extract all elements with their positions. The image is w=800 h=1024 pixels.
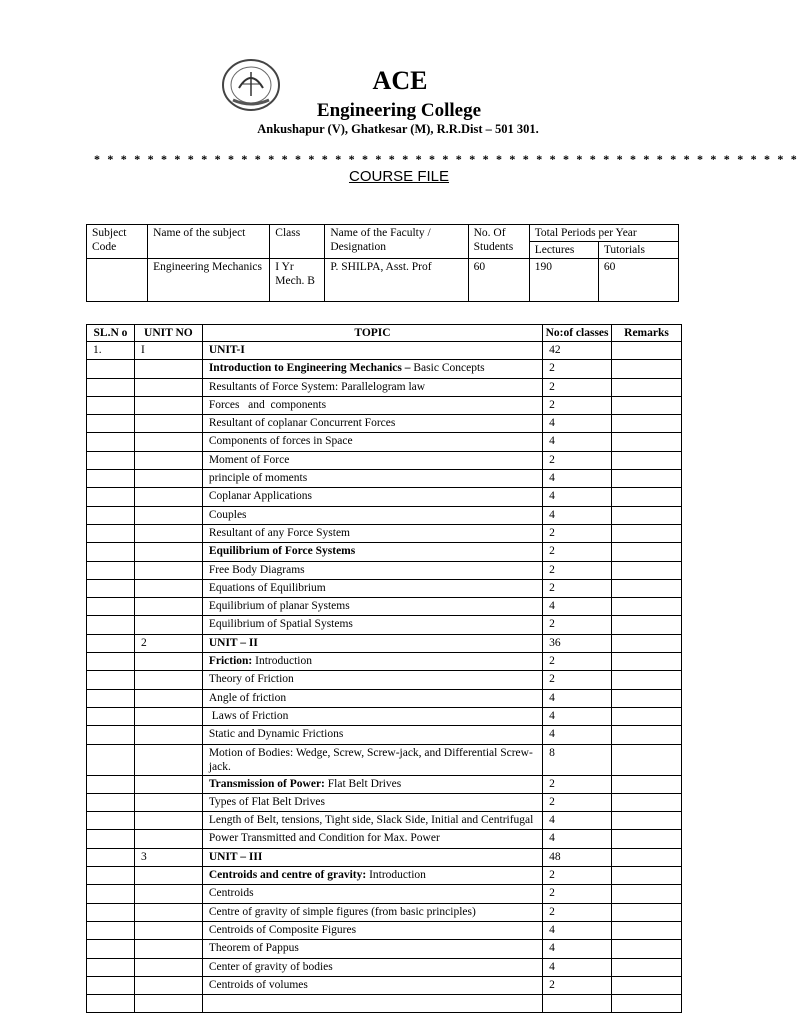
cell-topic [202, 921, 542, 939]
cell-slno [87, 415, 135, 433]
topic-text: Center of gravity of bodies [208, 960, 333, 973]
cell-topic [202, 940, 542, 958]
table-row [87, 616, 682, 634]
cell-unit [134, 451, 202, 469]
info-header-row [87, 225, 679, 242]
value-subject-name: Engineering Mechanics [148, 259, 270, 302]
topic-header-row [87, 325, 682, 342]
cell-remarks [612, 579, 682, 597]
cell-slno [87, 707, 135, 725]
cell-remarks [612, 506, 682, 524]
table-row [87, 744, 682, 775]
cell-classes: 4 [543, 921, 612, 939]
cell-remarks [612, 812, 682, 830]
cell-classes: 2 [543, 793, 612, 811]
cell-topic [202, 598, 542, 616]
header-remarks: Remarks [612, 325, 682, 342]
cell-unit: 3 [134, 848, 202, 866]
cell-unit [134, 561, 202, 579]
cell-remarks [612, 598, 682, 616]
topic-text: Centroids [208, 887, 254, 900]
cell-topic [202, 524, 542, 542]
cell-topic [202, 433, 542, 451]
header-topic: TOPIC [202, 325, 542, 342]
cell-topic [202, 451, 542, 469]
table-row [87, 707, 682, 725]
cell-slno [87, 903, 135, 921]
cell-unit [134, 775, 202, 793]
cell-classes: 2 [543, 360, 612, 378]
topic-text: Resultants of Force System: Parallelogram law [208, 380, 426, 393]
cell-classes [543, 995, 612, 1013]
cell-remarks [612, 470, 682, 488]
letterhead [0, 0, 768, 136]
cell-topic [202, 579, 542, 597]
cell-slno [87, 995, 135, 1013]
cell-slno [87, 830, 135, 848]
table-row [87, 671, 682, 689]
cell-classes: 2 [543, 579, 612, 597]
table-row [87, 903, 682, 921]
header-class: Class [270, 225, 325, 259]
table-row [87, 830, 682, 848]
cell-topic [202, 793, 542, 811]
cell-remarks [612, 995, 682, 1013]
cell-unit [134, 903, 202, 921]
cell-remarks [612, 342, 682, 360]
cell-remarks [612, 451, 682, 469]
college-address: Ankushapur (V), Ghatkesar (M), R.R.Dist – 501 301. [257, 122, 539, 136]
topic-text: Equilibrium of planar Systems [208, 600, 350, 613]
cell-remarks [612, 940, 682, 958]
cell-unit [134, 653, 202, 671]
topic-heading: Equilibrium of Force Systems [208, 545, 356, 558]
cell-topic [202, 689, 542, 707]
topic-heading: Introduction to Engineering Mechanics – [208, 362, 411, 375]
cell-unit [134, 543, 202, 561]
value-tutorials: 60 [598, 259, 678, 302]
topic-heading: Centroids and centre of gravity: [208, 869, 367, 882]
topic-text: Angle of friction [208, 691, 287, 704]
cell-unit [134, 415, 202, 433]
topic-heading: UNIT-I [208, 344, 245, 356]
cell-slno [87, 451, 135, 469]
table-row [87, 867, 682, 885]
table-row [87, 726, 682, 744]
header-slno: SL.N o [87, 325, 135, 342]
cell-topic [202, 707, 542, 725]
cell-slno [87, 921, 135, 939]
cell-remarks [612, 775, 682, 793]
cell-slno [87, 885, 135, 903]
table-row [87, 506, 682, 524]
cell-topic [202, 543, 542, 561]
cell-unit [134, 579, 202, 597]
cell-classes: 4 [543, 958, 612, 976]
cell-slno [87, 561, 135, 579]
table-row [87, 976, 682, 994]
cell-remarks [612, 396, 682, 414]
cell-topic [202, 671, 542, 689]
cell-remarks [612, 415, 682, 433]
cell-classes: 2 [543, 543, 612, 561]
cell-remarks [612, 689, 682, 707]
table-row [87, 885, 682, 903]
cell-slno [87, 775, 135, 793]
cell-unit [134, 433, 202, 451]
cell-topic [202, 867, 542, 885]
topic-text: Laws of Friction [208, 709, 289, 722]
cell-slno [87, 378, 135, 396]
topic-text: Forces and components [208, 398, 327, 411]
cell-slno [87, 726, 135, 744]
cell-unit [134, 744, 202, 775]
cell-classes: 2 [543, 616, 612, 634]
topic-text: Resultant of coplanar Concurrent Forces [208, 417, 396, 430]
cell-topic [202, 653, 542, 671]
topic-text: Introduction [252, 655, 312, 668]
header-subject-code: Subject Code [87, 225, 148, 259]
cell-classes: 4 [543, 726, 612, 744]
cell-unit [134, 976, 202, 994]
cell-remarks [612, 867, 682, 885]
cell-slno: 1. [87, 342, 135, 360]
cell-slno [87, 506, 135, 524]
topic-text: Static and Dynamic Frictions [208, 728, 344, 741]
cell-unit: 2 [134, 634, 202, 652]
cell-classes: 2 [543, 903, 612, 921]
header-tutorials: Tutorials [598, 242, 678, 259]
cell-unit [134, 726, 202, 744]
cell-remarks [612, 653, 682, 671]
cell-classes: 4 [543, 598, 612, 616]
topic-rows [87, 342, 682, 1013]
cell-slno [87, 848, 135, 866]
cell-unit [134, 958, 202, 976]
header-unit: UNIT NO [134, 325, 202, 342]
cell-slno [87, 812, 135, 830]
cell-remarks [612, 848, 682, 866]
topic-text: Power Transmitted and Condition for Max. Power [208, 832, 440, 845]
cell-unit [134, 616, 202, 634]
cell-topic [202, 488, 542, 506]
cell-classes: 2 [543, 671, 612, 689]
cell-classes: 4 [543, 940, 612, 958]
cell-remarks [612, 830, 682, 848]
cell-topic [202, 561, 542, 579]
cell-slno [87, 653, 135, 671]
table-row [87, 958, 682, 976]
header-periods: Total Periods per Year [529, 225, 678, 242]
topic-text: Moment of Force [208, 453, 290, 466]
table-row [87, 378, 682, 396]
cell-slno [87, 360, 135, 378]
cell-unit [134, 524, 202, 542]
info-value-row [87, 259, 679, 302]
cell-slno [87, 524, 135, 542]
cell-unit: I [134, 342, 202, 360]
cell-classes: 4 [543, 830, 612, 848]
cell-remarks [612, 707, 682, 725]
cell-classes: 4 [543, 506, 612, 524]
table-row [87, 653, 682, 671]
cell-topic [202, 634, 542, 652]
cell-topic [202, 506, 542, 524]
cell-classes: 2 [543, 378, 612, 396]
table-row [87, 848, 682, 866]
cell-classes: 2 [543, 396, 612, 414]
cell-classes: 4 [543, 415, 612, 433]
topic-text: Basic Concepts [410, 362, 485, 375]
topic-text: Centre of gravity of simple figures (from basic principles) [208, 905, 476, 918]
cell-unit [134, 885, 202, 903]
cell-classes: 2 [543, 653, 612, 671]
cell-slno [87, 867, 135, 885]
cell-unit [134, 793, 202, 811]
cell-unit [134, 995, 202, 1013]
cell-classes: 2 [543, 976, 612, 994]
cell-slno [87, 689, 135, 707]
table-row [87, 360, 682, 378]
table-row [87, 543, 682, 561]
cell-unit [134, 830, 202, 848]
cell-topic [202, 360, 542, 378]
header-classes: No:of classes [543, 325, 612, 342]
table-row [87, 812, 682, 830]
topic-heading: Transmission of Power: [208, 777, 325, 790]
cell-unit [134, 921, 202, 939]
cell-unit [134, 598, 202, 616]
cell-topic [202, 616, 542, 634]
topic-text: Motion of Bodies: Wedge, Screw, Screw-jack, and Differential Screw-jack. [208, 746, 533, 773]
value-students: 60 [468, 259, 529, 302]
topic-text: Equations of Equilibrium [208, 581, 326, 594]
cell-topic [202, 744, 542, 775]
cell-topic [202, 903, 542, 921]
cell-classes: 2 [543, 561, 612, 579]
cell-slno [87, 976, 135, 994]
cell-topic [202, 342, 542, 360]
cell-classes: 2 [543, 775, 612, 793]
cell-remarks [612, 561, 682, 579]
cell-classes: 48 [543, 848, 612, 866]
cell-topic [202, 848, 542, 866]
cell-topic [202, 885, 542, 903]
cell-slno [87, 616, 135, 634]
cell-unit [134, 506, 202, 524]
college-subtitle: Engineering College [316, 100, 482, 121]
table-row [87, 396, 682, 414]
cell-remarks [612, 378, 682, 396]
topic-text: Coplanar Applications [208, 490, 312, 503]
cell-unit [134, 940, 202, 958]
topic-text: Centroids of Composite Figures [208, 923, 357, 936]
cell-unit [134, 360, 202, 378]
cell-unit [134, 378, 202, 396]
topic-text: Resultant of any Force System [208, 526, 351, 539]
cell-slno [87, 598, 135, 616]
cell-classes: 4 [543, 488, 612, 506]
cell-topic [202, 995, 542, 1013]
cell-unit [134, 867, 202, 885]
cell-remarks [612, 885, 682, 903]
cell-unit [134, 707, 202, 725]
table-row [87, 940, 682, 958]
table-row [87, 775, 682, 793]
cell-remarks [612, 360, 682, 378]
header-subject-name: Name of the subject [148, 225, 270, 259]
cell-classes: 4 [543, 707, 612, 725]
value-class: I Yr Mech. B [270, 259, 325, 302]
cell-remarks [612, 616, 682, 634]
cell-remarks [612, 634, 682, 652]
cell-classes: 2 [543, 867, 612, 885]
cell-slno [87, 579, 135, 597]
cell-remarks [612, 726, 682, 744]
topic-text: principle of moments [208, 472, 308, 485]
value-faculty: P. SHILPA, Asst. Prof [325, 259, 468, 302]
cell-remarks [612, 671, 682, 689]
cell-classes: 4 [543, 433, 612, 451]
topic-table [86, 324, 682, 1013]
value-lectures: 190 [529, 259, 598, 302]
cell-slno [87, 470, 135, 488]
cell-topic [202, 396, 542, 414]
topic-text: Flat Belt Drives [324, 777, 402, 790]
cell-topic [202, 726, 542, 744]
cell-slno [87, 958, 135, 976]
cell-unit [134, 689, 202, 707]
topic-heading: Friction: [208, 655, 253, 668]
topic-text: Theory of Friction [208, 673, 294, 686]
table-row [87, 995, 682, 1013]
cell-classes: 2 [543, 451, 612, 469]
cell-topic [202, 470, 542, 488]
topic-text: Types of Flat Belt Drives [208, 795, 325, 808]
cell-classes: 4 [543, 689, 612, 707]
cell-topic [202, 378, 542, 396]
table-row [87, 451, 682, 469]
cell-slno [87, 671, 135, 689]
topic-heading: UNIT – II [208, 636, 258, 649]
table-row [87, 561, 682, 579]
cell-slno [87, 488, 135, 506]
cell-classes: 42 [543, 342, 612, 360]
cell-slno [87, 433, 135, 451]
topic-text: Introduction [366, 869, 426, 882]
topic-text: Components of forces in Space [208, 435, 353, 448]
topic-text: Couples [208, 508, 247, 521]
cell-topic [202, 775, 542, 793]
cell-topic [202, 958, 542, 976]
college-name: ACE [372, 66, 428, 95]
subject-info-table [86, 224, 679, 302]
topic-heading: UNIT – III [208, 850, 263, 863]
cell-remarks [612, 903, 682, 921]
table-row [87, 342, 682, 360]
cell-unit [134, 812, 202, 830]
cell-unit [134, 470, 202, 488]
cell-remarks [612, 488, 682, 506]
header-lectures: Lectures [529, 242, 598, 259]
table-row [87, 793, 682, 811]
table-row [87, 921, 682, 939]
topic-text: Theorem of Pappus [208, 942, 299, 955]
header-students: No. Of Students [468, 225, 529, 259]
cell-classes: 4 [543, 812, 612, 830]
cell-slno [87, 396, 135, 414]
table-row [87, 470, 682, 488]
table-row [87, 634, 682, 652]
cell-remarks [612, 976, 682, 994]
table-row [87, 579, 682, 597]
cell-slno [87, 940, 135, 958]
table-row [87, 488, 682, 506]
table-row [87, 598, 682, 616]
cell-slno [87, 793, 135, 811]
cell-topic [202, 812, 542, 830]
table-row [87, 433, 682, 451]
cell-topic [202, 830, 542, 848]
cell-classes: 2 [543, 885, 612, 903]
value-subject-code [87, 259, 148, 302]
cell-topic [202, 976, 542, 994]
cell-remarks [612, 921, 682, 939]
cell-slno [87, 744, 135, 775]
page-title: COURSE FILE [348, 168, 450, 185]
cell-remarks [612, 433, 682, 451]
cell-classes: 2 [543, 524, 612, 542]
cell-slno [87, 543, 135, 561]
table-row [87, 524, 682, 542]
topic-text: Centroids of volumes [208, 978, 308, 991]
cell-remarks [612, 524, 682, 542]
table-row [87, 415, 682, 433]
cell-topic [202, 415, 542, 433]
topic-text: Equilibrium of Spatial Systems [208, 618, 353, 631]
cell-classes: 8 [543, 744, 612, 775]
cell-remarks [612, 793, 682, 811]
cell-unit [134, 488, 202, 506]
topic-text: Length of Belt, tensions, Tight side, Slack Side, Initial and Centrifugal [208, 814, 534, 827]
topic-text: Free Body Diagrams [208, 563, 305, 576]
cell-classes: 4 [543, 470, 612, 488]
cell-classes: 36 [543, 634, 612, 652]
cell-remarks [612, 744, 682, 775]
star-divider: * * * * * * * * * * * * * * * * * * * * * * * * * * * * * * * * * * * * * * * * * * * * * * * * * * * * * [94, 152, 799, 166]
cell-remarks [612, 543, 682, 561]
cell-remarks [612, 958, 682, 976]
header-faculty: Name of the Faculty / Designation [325, 225, 468, 259]
table-row [87, 689, 682, 707]
cell-unit [134, 671, 202, 689]
cell-unit [134, 396, 202, 414]
cell-slno [87, 634, 135, 652]
